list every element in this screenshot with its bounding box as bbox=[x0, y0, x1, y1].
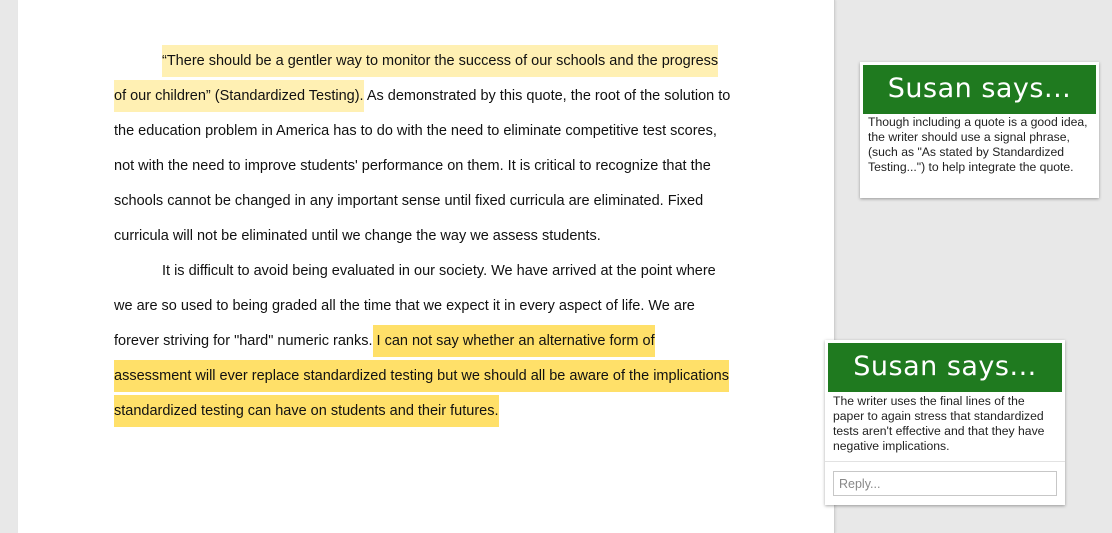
comment-pointer bbox=[812, 340, 826, 354]
document-line bbox=[162, 44, 718, 79]
document-page[interactable] bbox=[18, 0, 835, 533]
left-gutter bbox=[0, 0, 18, 533]
text-segment: forever striving for "hard" numeric ranks. bbox=[114, 333, 373, 349]
document-line bbox=[114, 79, 730, 114]
document-line bbox=[162, 254, 716, 289]
comment-divider bbox=[825, 461, 1065, 462]
highlighted-text[interactable]: I can not say whether an alternative form of bbox=[373, 325, 655, 357]
highlighted-text[interactable]: standardized testing can have on students and their futures. bbox=[114, 395, 499, 427]
text-segment: we are so used to being graded all the time that we expect it in every aspect of life. We are bbox=[114, 298, 695, 314]
reply-input[interactable] bbox=[833, 471, 1057, 496]
highlighted-text[interactable]: assessment will ever replace standardized testing but we should all be aware of the implications bbox=[114, 360, 729, 392]
document-line bbox=[114, 184, 703, 219]
document-line bbox=[114, 394, 499, 429]
text-segment: the education problem in America has to do with the need to eliminate competitive test scores, bbox=[114, 123, 717, 139]
document-line bbox=[114, 289, 695, 324]
document-line bbox=[114, 114, 717, 149]
document-line bbox=[114, 324, 655, 359]
document-line bbox=[114, 149, 711, 184]
document-line bbox=[114, 359, 729, 394]
text-segment: not with the need to improve students' performance on them. It is critical to recognize that the bbox=[114, 158, 711, 174]
highlighted-text[interactable]: “There should be a gentler way to monitor the success of our schools and the progress bbox=[162, 45, 718, 77]
document-line bbox=[114, 219, 601, 254]
text-segment: It is difficult to avoid being evaluated in our society. We have arrived at the point where bbox=[162, 263, 716, 279]
comment-card-2[interactable] bbox=[825, 340, 1065, 505]
text-segment: As demonstrated by this quote, the root of the solution to bbox=[363, 88, 731, 104]
comment-card-1[interactable] bbox=[860, 62, 1099, 198]
comment-banner-2: Susan says... bbox=[828, 343, 1062, 392]
comment-text-2: The writer uses the final lines of the paper to again stress that standardized tests aren't effective and that they have negative implications. bbox=[833, 394, 1045, 453]
highlighted-text[interactable]: of our children” (Standardized Testing). bbox=[114, 80, 364, 112]
comment-banner-1: Susan says... bbox=[863, 65, 1096, 114]
text-segment: schools cannot be changed in any important sense until fixed curricula are eliminated. Fixed bbox=[114, 193, 704, 209]
comment-text-1: Though including a quote is a good idea, the writer should use a signal phrase, (such as "As stated by Standardized Testing...") to help integrate the quote. bbox=[868, 115, 1088, 174]
text-segment: curricula will not be eliminated until we change the way we assess students. bbox=[114, 228, 601, 244]
